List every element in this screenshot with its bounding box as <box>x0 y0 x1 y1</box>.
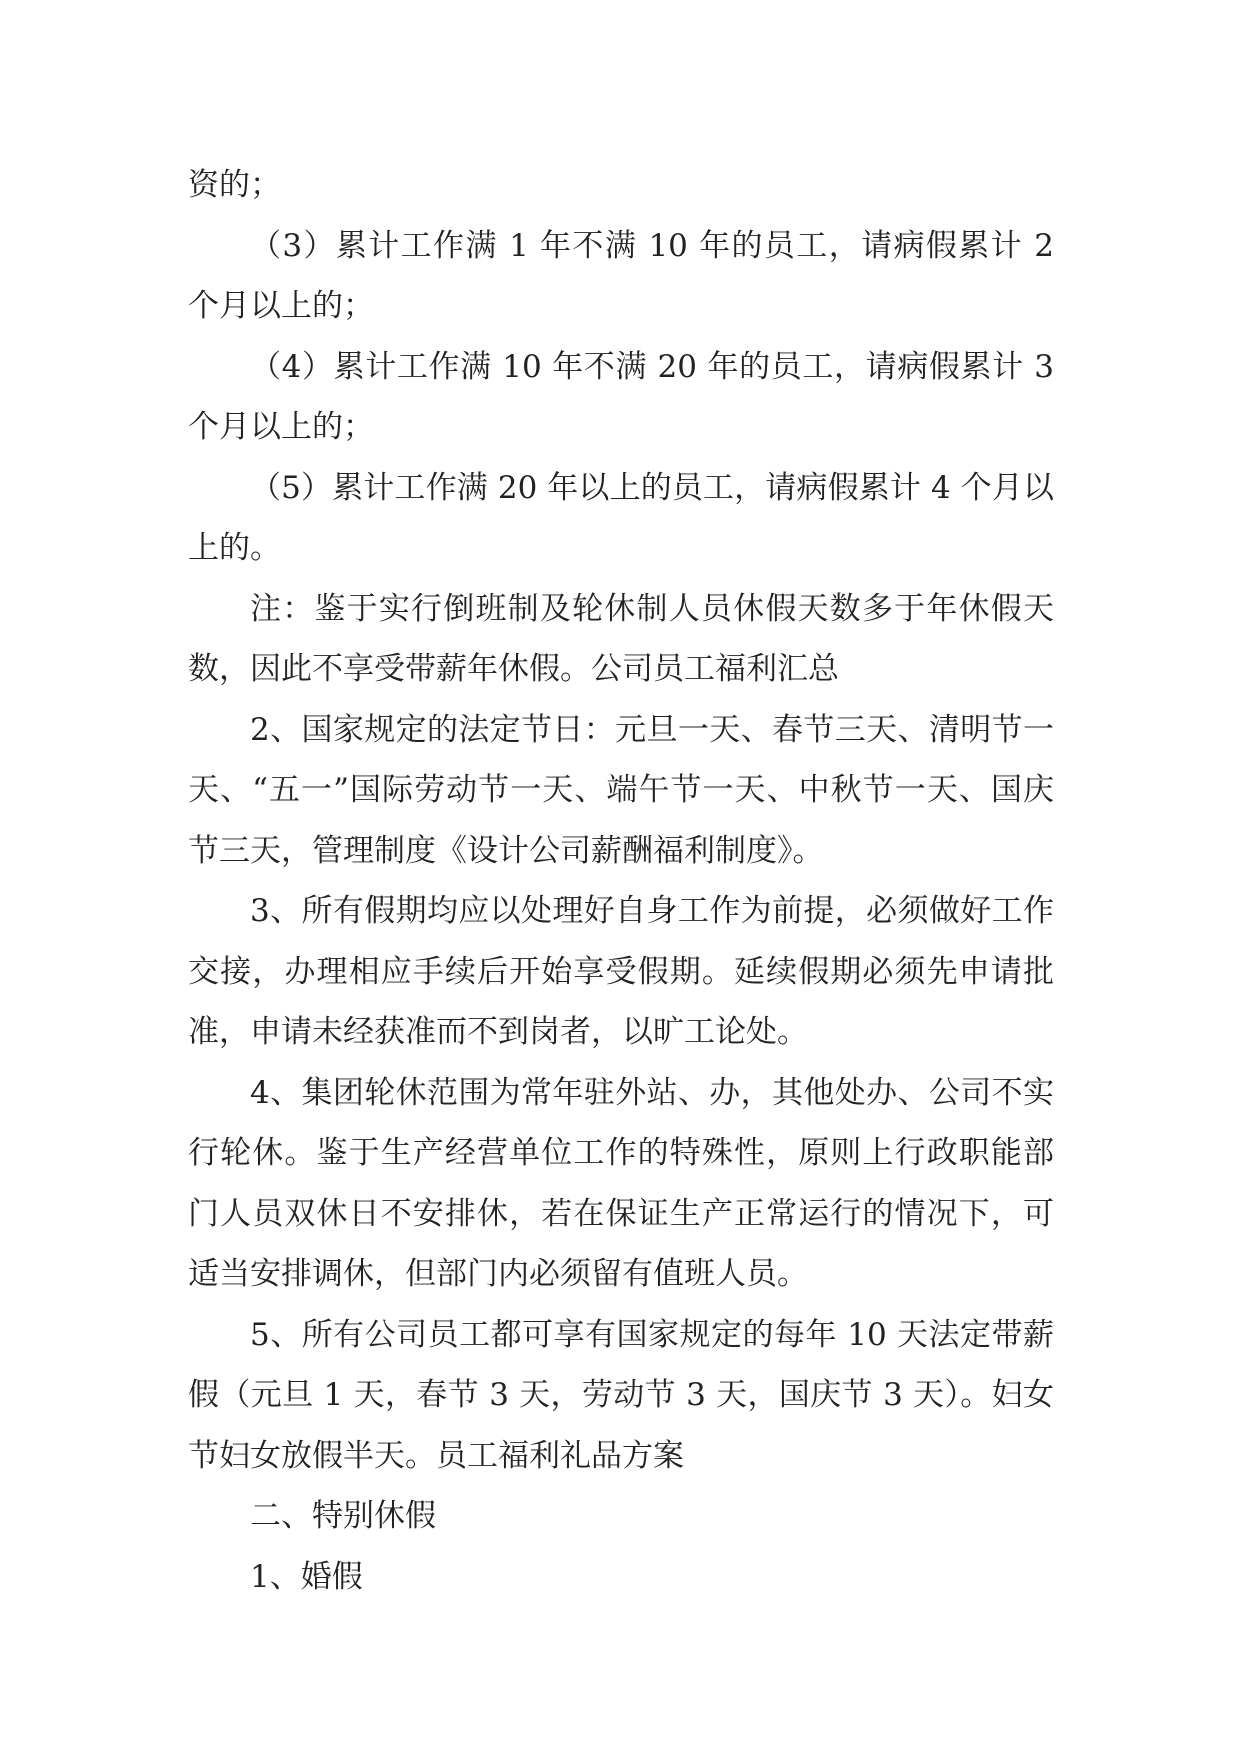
document-body <box>188 155 1054 1607</box>
paragraph-item-5: （5）累计工作满 20 年以上的员工，请病假累计 4 个月以上的。 <box>188 469 1054 566</box>
paragraph-section-5: 5、所有公司员工都可享有国家规定的每年 10 天法定带薪假（元旦 1 天，春节 3 天，劳动节 3 天，国庆节 3 天）。妇女节妇女放假半天。员工福利礼品方案 <box>188 1316 1054 1474</box>
paragraph-item-3: （3）累计工作满 1 年不满 10 年的员工，请病假累计 2 个月以上的； <box>188 227 1054 324</box>
paragraph-section-2: 2、国家规定的法定节日：元旦一天、春节三天、清明节一天、“五一”国际劳动节一天、端午节一天、中秋节一天、国庆节三天，管理制度《设计公司薪酬福利制度》。 <box>188 711 1054 869</box>
paragraph-item-4: （4）累计工作满 10 年不满 20 年的员工，请病假累计 3 个月以上的； <box>188 348 1054 445</box>
paragraph-note: 注：鉴于实行倒班制及轮休制人员休假天数多于年休假天数，因此不享受带薪年休假。公司员工福利汇总 <box>188 590 1054 687</box>
subheading-marriage-leave: 1、婚假 <box>250 1558 363 1595</box>
paragraph-section-4: 4、集团轮休范围为常年驻外站、办，其他处办、公司不实行轮休。鉴于生产经营单位工作的特殊性，原则上行政职能部门人员双休日不安排休，若在保证生产正常运行的情况下，可适当安排调休，但部门内必须留有值班人员。 <box>188 1074 1054 1292</box>
paragraph-continuation: 资的； <box>188 167 281 203</box>
paragraph-section-3: 3、所有假期均应以处理好自身工作为前提，必须做好工作交接，办理相应手续后开始享受假期。延续假期必须先申请批准，申请未经获准而不到岗者，以旷工论处。 <box>188 893 1054 1050</box>
heading-special-leave: 二、特别休假 <box>250 1498 436 1534</box>
